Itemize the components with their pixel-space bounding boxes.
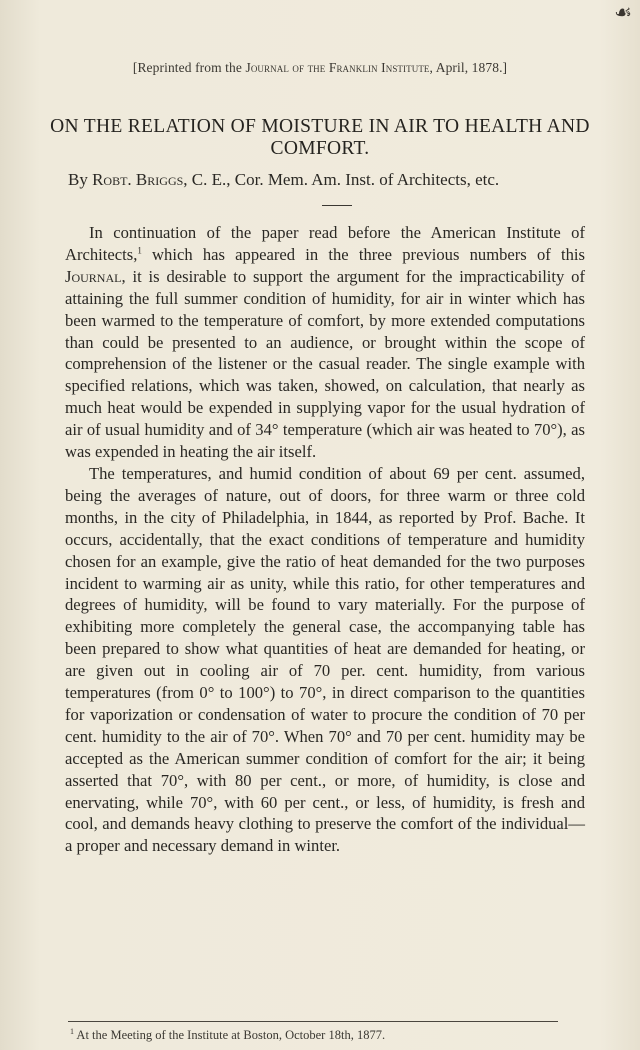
reprint-notice bbox=[0, 60, 640, 76]
footnote bbox=[70, 1027, 385, 1043]
byline-prefix: By bbox=[68, 170, 88, 189]
footnote-text: At the Meeting of the Institute at Boston, October 18th, 1877. bbox=[74, 1028, 386, 1043]
paragraph-2: The temperatures, and humid condition of about 69 per cent. assumed, being the averages of nature, out of doors, for three warm or three cold months, in the city of Philadelphia, in 1844, as reported by Prof. Bache. It occurs, accidentally, that the exact conditions of temperature and humidity chosen for an example, give the ratio of heat demanded for the two purposes incident to warming air as unity, while this ratio, for other temperatures and degrees of humidity, will be found to vary materially. For the purpose of exhibiting more completely the general case, the accompanying table has been prepared to show what quantities of heat are demanded for heating, or are given out in cooling air of 70 per. cent. humidity, from various temperatures (from 0° to 100°) to 70°, in direct comparison to the quantities for vaporization or condensation of water to procure the condition of 70 per cent. humidity to the air of 70°. When 70° and 70 per cent. humidity may be accepted as the American summer condition of comfort for the air; it being asserted that 70°, with 80 per cent., or more, of humidity, is close and enervating, while 70°, with 60 per cent., or less, of humidity, is fresh and cool, and demands heavy clothing to preserve the comfort of the individual—a proper and necessary demand in winter. bbox=[65, 463, 585, 856]
paragraph-1-end: , it is desirable to support the argument for the impracticability of attaining the full summer condition of humidity, for air in winter which has been warmed to the temperature of comfort, by more extended computations than could be presented to an audience, or brought within the scope of comprehension of the listener or the casual reader. The single example with specified relations, which was taken, showed, on calculation, that nearly as much heat would be expended in supplying vapor for the usual hydration of air of usual humidity and of 34° temperature (which air was heated to 70°), as was expended in heating the air itself. bbox=[65, 266, 585, 462]
paragraph-1 bbox=[65, 222, 585, 463]
author-credentials: , C. E., Cor. Mem. Am. Inst. of Architects, etc. bbox=[183, 170, 500, 189]
reprint-prefix: [Reprinted from the bbox=[132, 60, 242, 75]
article-body bbox=[65, 222, 585, 857]
footnote-divider bbox=[68, 1021, 558, 1022]
corner-mark-icon: ☙ bbox=[614, 2, 632, 24]
paragraph-1-start: In continuation of the paper read before the American Institute of Architects, bbox=[65, 223, 585, 264]
footnote-marker: 1 bbox=[70, 1027, 74, 1036]
journal-word: Journal bbox=[65, 266, 122, 286]
journal-name: Journal of the Franklin Institute bbox=[245, 60, 430, 75]
title-divider bbox=[322, 205, 352, 206]
paragraph-1-middle: which has appeared in the three previous numbers of this bbox=[141, 244, 585, 264]
reprint-suffix: , April, 1878.] bbox=[429, 60, 508, 75]
author-name: Robt. Briggs bbox=[92, 170, 184, 189]
article-title: ON THE RELATION OF MOISTURE IN AIR TO HEALTH AND COMFORT. bbox=[50, 116, 590, 159]
byline bbox=[68, 170, 610, 190]
footnote-ref: 1 bbox=[137, 245, 142, 256]
